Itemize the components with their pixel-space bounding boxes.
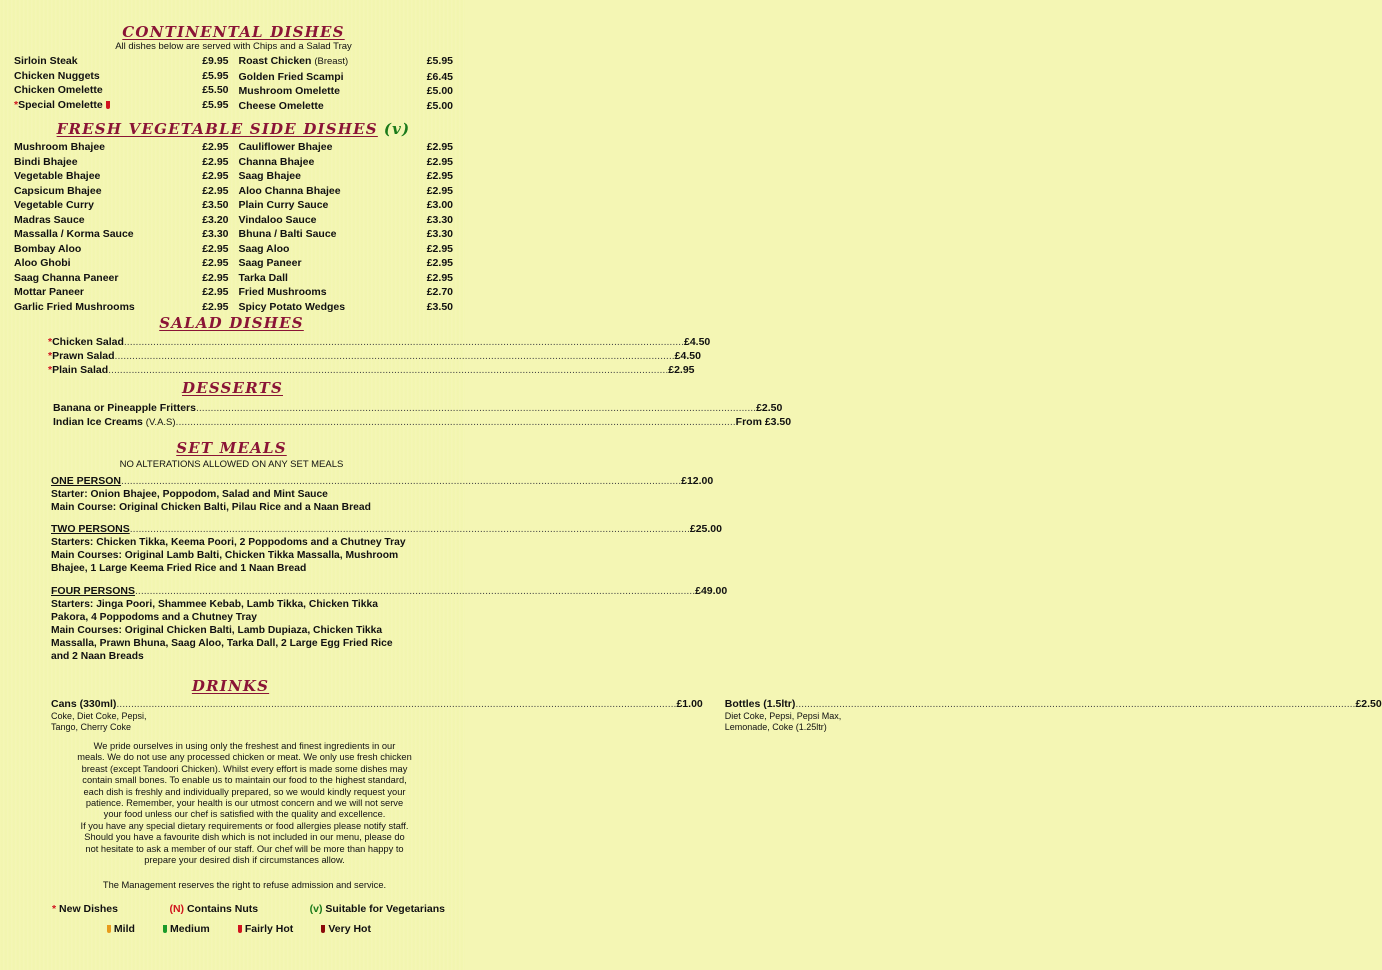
menu-item: Chicken Omelette £5.50 xyxy=(14,84,229,96)
menu-item: Cheese Omelette £5.00 xyxy=(238,99,453,112)
set-meal-line: Bhajee, 1 Large Keema Fried Rice and 1 Naan Bread xyxy=(51,563,307,574)
set-meal-two-persons: TWO PERSONS ..... £25.00 xyxy=(51,522,449,536)
menu-item: Sirloin Steak £9.95 xyxy=(14,55,229,67)
menu-item: Mushroom Bhajee £2.95 xyxy=(14,141,229,153)
menu-item: Massalla / Korma Sauce £3.30 xyxy=(14,228,229,240)
menu-item: Indian Ice Creams (V.A.S) ..... From £3.50 xyxy=(53,415,451,430)
menu-item: Cauliflower Bhajee £2.95 xyxy=(238,141,453,153)
set-meal-line: Starter: Onion Bhajee, Poppodom, Salad and Mint Sauce xyxy=(51,489,328,500)
menu-item: Golden Fried Scampi £6.45 xyxy=(238,70,453,83)
salad-section xyxy=(48,314,711,377)
notice-paragraph: We pride ourselves in using only the freshest and finest ingredients in our meals. We do not use any processed chicken or meat. We only use fresh chicken breast (except Tandoori Chicken). Whilst every effort is made some dishes may contain small bones. To enable us to maintain our food to the highest standard, each dish is freshly and individually prepared, so we would kindly request your patience. Remember, your health is our utmost concern and we will not serve your food unless our chef is satisfied with the quality and excellence. If you have any special dietary requirements or food allergies please notify staff. Should you have a favourite dish which is not included in our menu, please do not hesitate to ask a member of our staff. Our chef will be more than happy to prepare your desired dish if circumstances allow. xyxy=(77,741,412,866)
menu-item: Mushroom Omelette £5.00 xyxy=(238,85,453,97)
drinks-title: DRINKS xyxy=(191,677,270,695)
menu-item: Garlic Fried Mushrooms £2.95 xyxy=(14,300,229,313)
continental-title: CONTINENTAL DISHES xyxy=(122,23,345,41)
set-meal-one-person: ONE PERSON ..... £12.00 xyxy=(51,474,449,488)
set-meal-line: Starters: Chicken Tikka, Keema Poori, 2 Poppodoms and a Chutney Tray xyxy=(51,537,406,548)
menu-item: Channa Bhajee £2.95 xyxy=(238,155,453,168)
legend-medium: Medium xyxy=(160,922,210,936)
salad-title: SALAD DISHES xyxy=(159,314,304,332)
new-dish-star: * xyxy=(48,350,53,362)
menu-item: Saag Channa Paneer £2.95 xyxy=(14,271,229,284)
menu-item: Madras Sauce £3.20 xyxy=(14,213,229,226)
drinks-section xyxy=(51,677,1382,732)
vegetable-left-column xyxy=(14,140,229,314)
vegetable-title: FRESH VEGETABLE SIDE DISHES (v) xyxy=(56,120,411,138)
menu-item: Spicy Potato Wedges £3.50 xyxy=(238,300,453,313)
desserts-title: DESSERTS xyxy=(181,379,283,397)
new-dish-star: * xyxy=(14,98,19,111)
menu-item: Saag Bhajee £2.95 xyxy=(238,170,453,182)
legend-veg: (v) Suitable for Vegetarians xyxy=(309,903,445,915)
drinks-bottles: Bottles (1.5ltr) ..... £2.50 Diet Coke, Pepsi, Pepsi Max, Lemonade, Coke (1.25ltr) xyxy=(725,697,1382,732)
menu-item: Roast Chicken (Breast) £5.95 xyxy=(238,55,453,67)
menu-item: Vegetable Bhajee £2.95 xyxy=(14,170,229,182)
menu-item: Vegetable Curry £3.50 xyxy=(14,199,229,211)
continental-right-column xyxy=(239,54,454,113)
vegetable-section xyxy=(14,120,453,314)
set-meal-line: Main Courses: Original Chicken Balti, Lamb Dupiaza, Chicken Tikka xyxy=(51,625,383,636)
desserts-section xyxy=(53,379,792,430)
menu-item: Vindaloo Sauce £3.30 xyxy=(238,213,453,226)
legend-fairly-hot: Fairly Hot xyxy=(235,922,293,936)
menu-item: Banana or Pineapple Fritters ..... £2.50 xyxy=(53,401,451,415)
vegetable-right-column xyxy=(239,140,454,314)
menu-item: Bhuna / Balti Sauce £3.30 xyxy=(238,228,453,240)
menu-item: Capsicum Bhajee £2.95 xyxy=(14,184,229,197)
set-meal-line: Main Course: Original Chicken Balti, Pilau Rice and a Naan Bread xyxy=(51,502,371,513)
legend-mild: Mild xyxy=(104,922,135,936)
management-note: The Management reserves the right to refuse admission and service. xyxy=(102,880,387,890)
legend-nuts: (N) Contains Nuts xyxy=(169,903,259,915)
set-meal-four-persons: FOUR PERSONS ..... £49.00 xyxy=(51,584,449,598)
menu-item: Bombay Aloo £2.95 xyxy=(14,242,229,255)
continental-section xyxy=(14,23,453,113)
set-meals-title: SET MEALS xyxy=(176,439,287,457)
set-meal-line: Pakora, 4 Poppodoms and a Chutney Tray xyxy=(51,612,257,623)
menu-item: Mottar Paneer £2.95 xyxy=(14,286,229,298)
chili-medium-icon xyxy=(163,925,167,933)
menu-item: Saag Paneer £2.95 xyxy=(238,257,453,269)
menu-item: *Chicken Salad ..... £4.50 xyxy=(48,335,449,349)
menu-item: Saag Aloo £2.95 xyxy=(238,242,453,255)
legend xyxy=(52,902,445,936)
menu-item: *Plain Salad ..... £2.95 xyxy=(48,363,449,377)
legend-very-hot: Very Hot xyxy=(318,922,371,936)
menu-item: Chicken Nuggets £5.95 xyxy=(14,69,229,82)
set-meals-section xyxy=(51,439,728,663)
set-meal-line: and 2 Naan Breads xyxy=(51,651,144,662)
menu-item: Plain Curry Sauce £3.00 xyxy=(238,199,453,211)
menu-item: *Prawn Salad ..... £4.50 xyxy=(48,349,449,363)
chili-mild-icon xyxy=(107,925,111,933)
chili-fairly-hot-icon xyxy=(238,925,242,933)
continental-note: All dishes below are served with Chips and a Salad Tray xyxy=(115,41,352,52)
chili-very-hot-icon xyxy=(321,925,325,933)
menu-item: Aloo Channa Bhajee £2.95 xyxy=(238,184,453,197)
menu-item: *Special Omelette £5.95 xyxy=(14,98,229,111)
set-meal-line: Main Courses: Original Lamb Balti, Chicken Tikka Massalla, Mushroom xyxy=(51,550,399,561)
continental-left-column xyxy=(14,54,229,113)
new-dish-star: * xyxy=(48,364,53,376)
new-dish-star: * xyxy=(48,336,53,348)
menu-item: Aloo Ghobi £2.95 xyxy=(14,257,229,269)
chili-hot-icon xyxy=(106,101,110,109)
set-meals-note: NO ALTERATIONS ALLOWED ON ANY SET MEALS xyxy=(119,459,344,470)
legend-new: * New Dishes xyxy=(52,903,118,915)
menu-item: Fried Mushrooms £2.70 xyxy=(238,286,453,298)
menu-item: Tarka Dall £2.95 xyxy=(238,271,453,284)
set-meal-line: Massalla, Prawn Bhuna, Saag Aloo, Tarka Dall, 2 Large Egg Fried Rice xyxy=(51,638,393,649)
vegetarian-mark: (v) xyxy=(383,120,411,138)
set-meal-line: Starters: Jinga Poori, Shammee Kebab, Lamb Tikka, Chicken Tikka xyxy=(51,599,378,610)
drinks-cans: Cans (330ml) ..... £1.00 Coke, Diet Coke, Pepsi, Tango, Cherry Coke xyxy=(51,697,703,732)
menu-item: Bindi Bhajee £2.95 xyxy=(14,155,229,168)
